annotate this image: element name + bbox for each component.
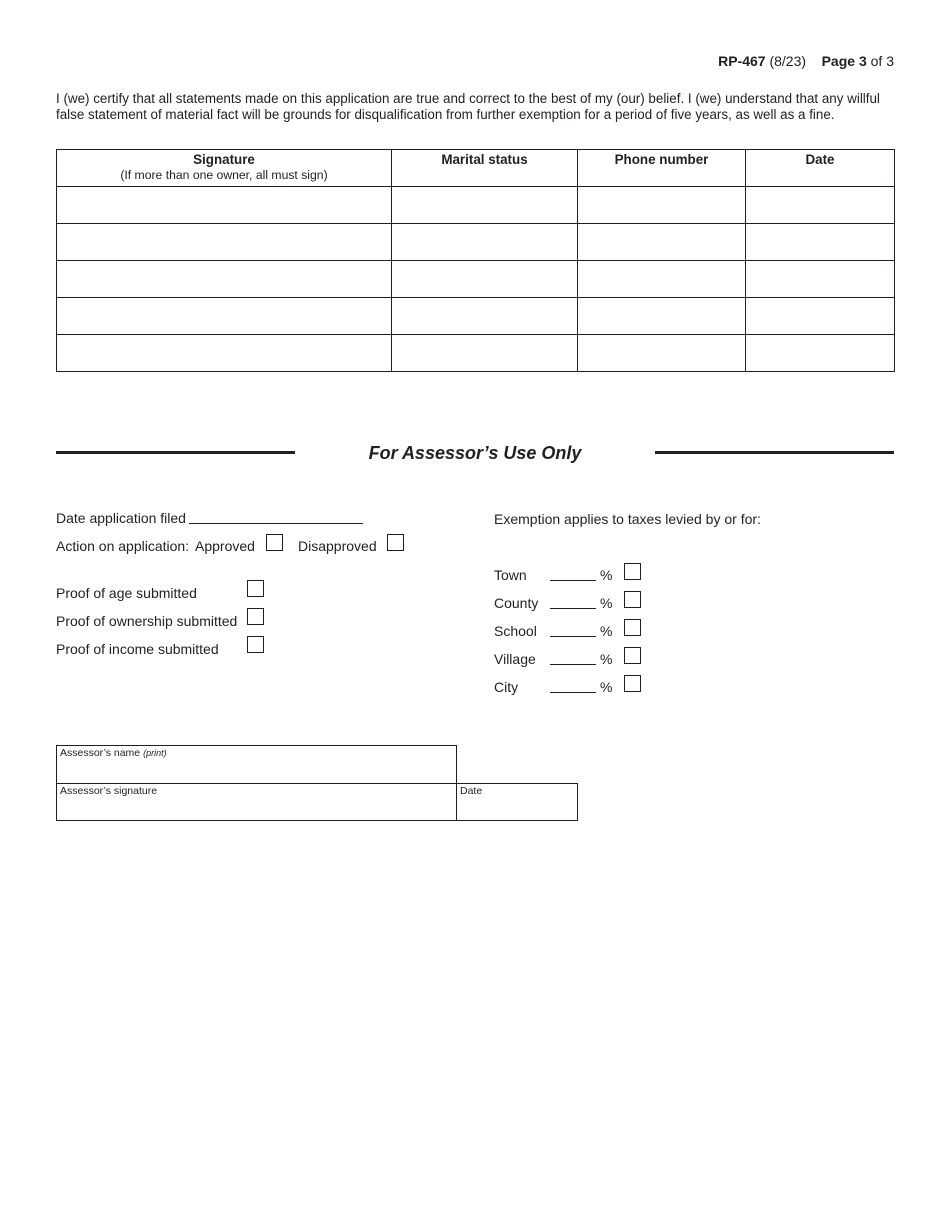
- date-filed-field[interactable]: [189, 523, 363, 524]
- county-percent-field[interactable]: [550, 608, 596, 609]
- phone-number-cell[interactable]: [578, 298, 746, 335]
- assessor-date-field[interactable]: [456, 783, 578, 821]
- assessor-name-field[interactable]: [56, 745, 457, 784]
- date-cell[interactable]: [746, 187, 895, 224]
- signature-table: [56, 149, 895, 372]
- form-number: RP-467: [718, 53, 766, 69]
- town-label: Town: [494, 567, 527, 583]
- marital-status-column-header: Marital status: [392, 150, 578, 187]
- village-percent-field[interactable]: [550, 664, 596, 665]
- assessor-date-label: Date: [460, 785, 483, 797]
- school-checkbox[interactable]: [624, 619, 641, 636]
- county-checkbox[interactable]: [624, 591, 641, 608]
- date-cell[interactable]: [746, 335, 895, 372]
- proof-ownership-label: Proof of ownership submitted: [56, 613, 238, 629]
- village-checkbox[interactable]: [624, 647, 641, 664]
- date-column-header: Date: [746, 150, 895, 187]
- marital-status-cell[interactable]: [392, 224, 578, 261]
- county-label: County: [494, 595, 539, 611]
- page-word: Page: [821, 53, 856, 69]
- signature-table-row: [57, 298, 895, 335]
- disapproved-checkbox[interactable]: [387, 534, 404, 551]
- assessor-section-title: For Assessor’s Use Only: [368, 443, 582, 463]
- city-checkbox[interactable]: [624, 675, 641, 692]
- phone-number-cell[interactable]: [578, 224, 746, 261]
- proof-age-label: Proof of age submitted: [56, 585, 197, 601]
- assessor-name-caption: [60, 747, 167, 759]
- assessor-name-hint: (print): [143, 748, 167, 758]
- signature-cell[interactable]: [57, 187, 392, 224]
- proof-ownership-checkbox[interactable]: [247, 608, 264, 625]
- exemption-label: Exemption applies to taxes levied by or for:: [494, 511, 761, 527]
- signature-header-title: Signature: [193, 152, 255, 167]
- date-filed-label: Date application filed: [56, 510, 186, 526]
- assessor-name-label: Assessor’s name: [60, 747, 141, 759]
- approved-label: Approved: [195, 538, 255, 554]
- city-percent-sign: %: [600, 679, 613, 695]
- proof-age-checkbox[interactable]: [247, 580, 264, 597]
- proof-income-checkbox[interactable]: [247, 636, 264, 653]
- page-of: of 3: [870, 53, 894, 69]
- school-percent-sign: %: [600, 623, 613, 639]
- marital-status-cell[interactable]: [392, 335, 578, 372]
- assessor-signature-label: Assessor’s signature: [60, 785, 158, 797]
- city-percent-field[interactable]: [550, 692, 596, 693]
- action-label: Action on application:: [56, 538, 190, 554]
- signature-cell[interactable]: [57, 261, 392, 298]
- page-number: 3: [858, 53, 867, 69]
- village-label: Village: [494, 651, 536, 667]
- form-revision: (8/23): [769, 53, 807, 69]
- town-percent-field[interactable]: [550, 580, 596, 581]
- signature-cell[interactable]: [57, 224, 392, 261]
- approved-checkbox[interactable]: [266, 534, 283, 551]
- disapproved-label: Disapproved: [298, 538, 377, 554]
- marital-status-cell[interactable]: [392, 298, 578, 335]
- phone-number-column-header: Phone number: [578, 150, 746, 187]
- phone-number-cell[interactable]: [578, 187, 746, 224]
- town-percent-sign: %: [600, 567, 613, 583]
- signature-table-row: [57, 187, 895, 224]
- marital-status-cell[interactable]: [392, 187, 578, 224]
- form-identifier: [718, 53, 894, 69]
- signature-table-row: [57, 224, 895, 261]
- marital-status-cell[interactable]: [392, 261, 578, 298]
- date-cell[interactable]: [746, 298, 895, 335]
- signature-cell[interactable]: [57, 298, 392, 335]
- date-cell[interactable]: [746, 224, 895, 261]
- certification-statement: I (we) certify that all statements made on this application are true and correct to the best of my (our) belief. I (we) understand that any willful false statement of material fact will be grounds for disqualification from further exemption for a period of five years, as well as a fine.: [56, 91, 880, 122]
- county-percent-sign: %: [600, 595, 613, 611]
- village-percent-sign: %: [600, 651, 613, 667]
- signature-column-header: [57, 150, 392, 187]
- date-cell[interactable]: [746, 261, 895, 298]
- signature-table-header: [57, 150, 895, 187]
- school-percent-field[interactable]: [550, 636, 596, 637]
- signature-table-row: [57, 335, 895, 372]
- signature-cell[interactable]: [57, 335, 392, 372]
- proof-income-label: Proof of income submitted: [56, 641, 219, 657]
- signature-header-note: (If more than one owner, all must sign): [120, 168, 328, 182]
- phone-number-cell[interactable]: [578, 261, 746, 298]
- assessor-signature-field[interactable]: [56, 783, 457, 821]
- town-checkbox[interactable]: [624, 563, 641, 580]
- city-label: City: [494, 679, 519, 695]
- phone-number-cell[interactable]: [578, 335, 746, 372]
- signature-table-row: [57, 261, 895, 298]
- school-label: School: [494, 623, 537, 639]
